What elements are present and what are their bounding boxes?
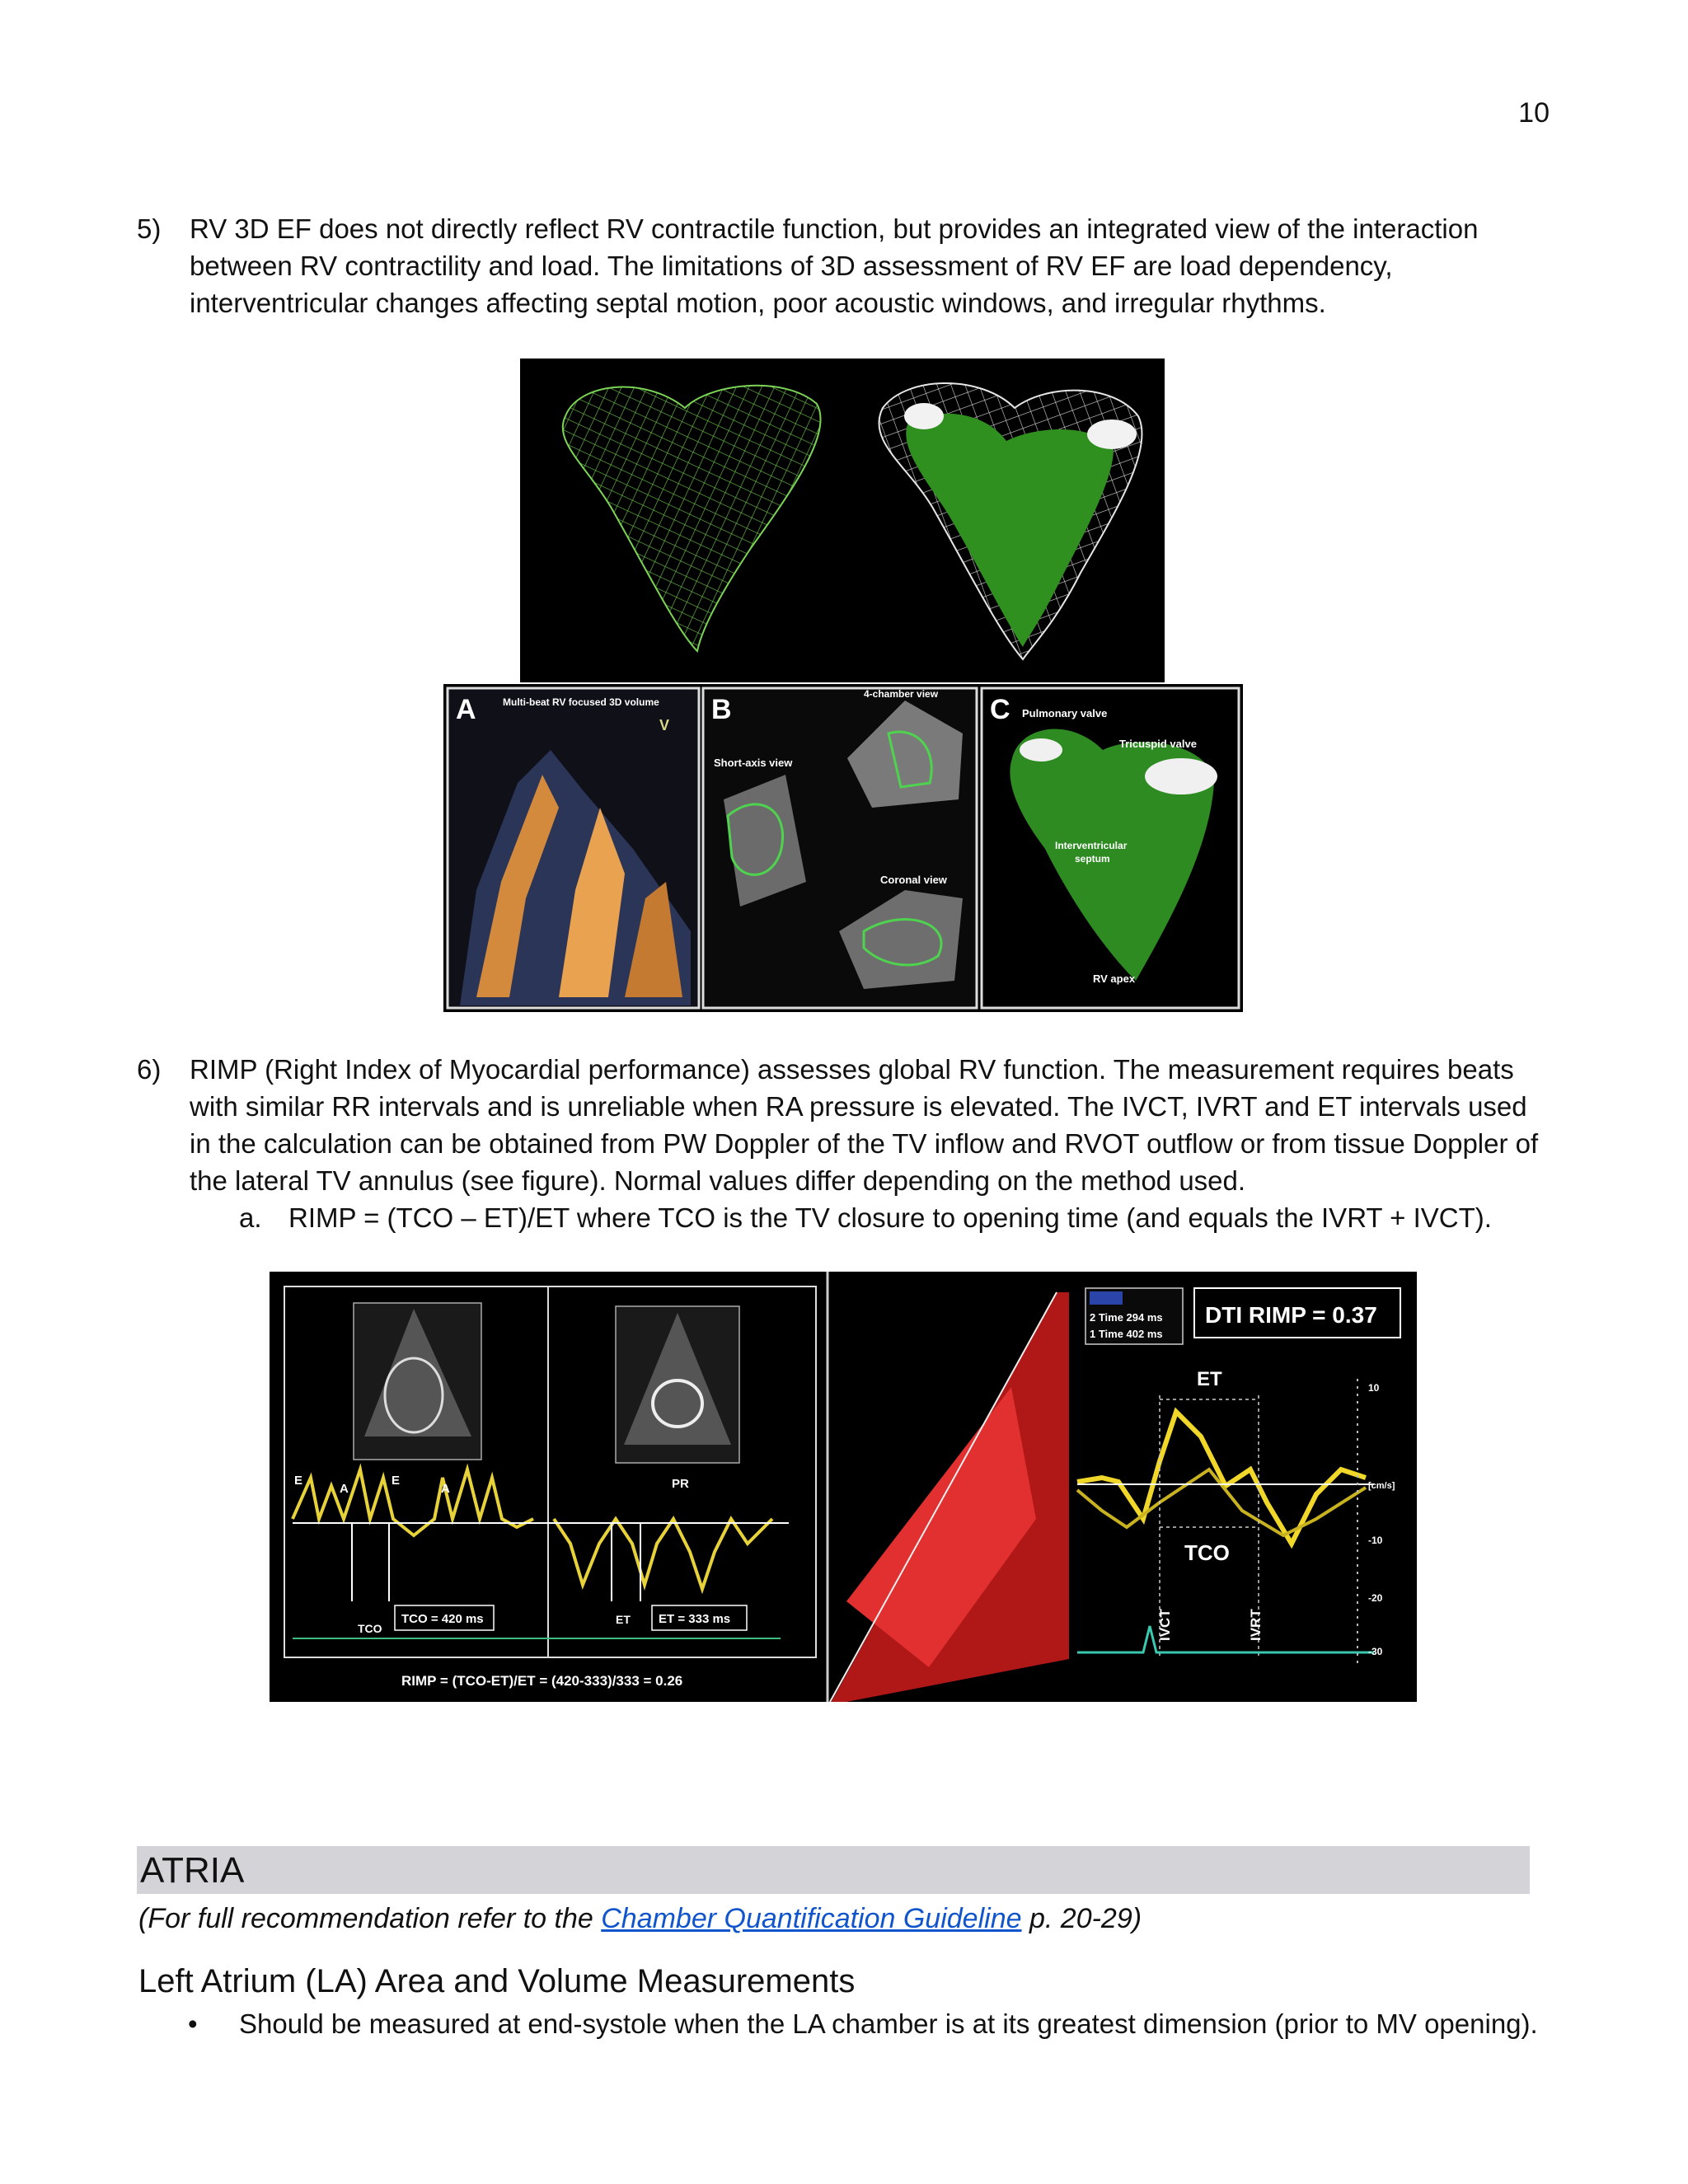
right-tco-label: TCO xyxy=(1184,1540,1230,1565)
right-title: DTI RIMP = 0.37 xyxy=(1205,1302,1377,1328)
section-title: ATRIA xyxy=(140,1850,245,1891)
left-et-box: ET = 333 ms xyxy=(659,1612,731,1626)
right-time1: 1 Time 402 ms xyxy=(1090,1328,1163,1340)
right-scale-m20: -20 xyxy=(1368,1592,1383,1604)
left-tco-box: TCO = 420 ms xyxy=(401,1612,484,1626)
left-pr-label: PR xyxy=(672,1477,689,1491)
right-scale-10: 10 xyxy=(1368,1382,1380,1394)
panel-c-septum-label-1: Interventricular xyxy=(1055,840,1128,851)
list-text: RIMP = (TCO – ET)/ET where TCO is the TV closure to opening time (and equals the IVRT + IVCT). xyxy=(288,1202,1492,1233)
list-number: a. xyxy=(239,1202,262,1233)
panel-c-tricuspid-label: Tricuspid valve xyxy=(1119,738,1197,750)
list-subitem-a xyxy=(239,1199,1550,1236)
panel-a-marker: V xyxy=(659,717,670,733)
bullet-item xyxy=(188,2005,1540,2042)
panel-b-short-axis-label: Short-axis view xyxy=(714,757,793,769)
bullet-text: Should be measured at end-systole when the LA chamber is at its greatest dimension (prior to MV opening). xyxy=(239,2008,1538,2039)
left-e1-label: E xyxy=(294,1474,303,1488)
reference-prefix: (For full recommendation refer to the xyxy=(138,1903,602,1934)
left-formula: RIMP = (TCO-ET)/ET = (420-333)/333 = 0.26 xyxy=(401,1673,683,1689)
panel-c-letter: C xyxy=(990,694,1010,725)
right-scale-m30: -30 xyxy=(1368,1646,1383,1657)
list-text: RV 3D EF does not directly reflect RV contractile function, but provides an integrated view of the interaction between RV contractility and load. The limitations of 3D assessment of RV EF are load dependency, interventricular changes affecting septal motion, poor acoustic windows, and irregular rhythms. xyxy=(190,213,1479,318)
subsection-title: Left Atrium (LA) Area and Volume Measurements xyxy=(138,1963,856,1999)
panel-a-title: Multi-beat RV focused 3D volume xyxy=(503,696,659,708)
list-number: 6) xyxy=(137,1054,162,1085)
page-number: 10 xyxy=(1518,97,1550,129)
panel-b-letter: B xyxy=(711,694,732,725)
panels-drawing xyxy=(443,684,1243,1012)
section-header-atria xyxy=(137,1846,1530,1894)
left-tco-label: TCO xyxy=(358,1622,382,1635)
left-a1-label: A xyxy=(340,1482,349,1496)
reference-suffix: p. 20-29) xyxy=(1021,1903,1142,1934)
reference-line xyxy=(138,1900,1142,1937)
right-scale-m10: -10 xyxy=(1368,1535,1383,1546)
left-et-label: ET xyxy=(616,1613,631,1626)
rv-3d-panels-image xyxy=(443,684,1243,1012)
panel-b-4ch-label: 4-chamber view xyxy=(864,688,939,700)
right-scale-unit: [cm/s] xyxy=(1368,1481,1395,1491)
right-et-label: ET xyxy=(1197,1368,1222,1390)
left-a2-label: A xyxy=(441,1482,450,1496)
list-number: 5) xyxy=(137,213,162,244)
chamber-quantification-link[interactable]: Chamber Quantification Guideline xyxy=(601,1903,1022,1934)
panel-c-pulmonary-label: Pulmonary valve xyxy=(1022,707,1108,719)
bullet-icon: • xyxy=(188,2008,198,2039)
doppler-drawing xyxy=(270,1272,1417,1702)
right-ivct-label: IVCT xyxy=(1157,1609,1173,1641)
panel-a-letter: A xyxy=(456,694,476,725)
rv-3d-wireframe-image xyxy=(520,359,1165,682)
list-text: RIMP (Right Index of Myocardial performance) assesses global RV function. The measurement requires beats with similar RR intervals and is unreliable when RA pressure is elevated. The IVCT, IVRT and ET intervals used in the calculation can be obtained from PW Doppler of the TV inflow and RVOT outflow or from tissue Doppler of the lateral TV annulus (see figure). Normal values differ depending on the method used. xyxy=(190,1054,1539,1196)
panel-b-coronal-label: Coronal view xyxy=(880,874,947,886)
panel-c-septum-label-2: septum xyxy=(1075,853,1110,865)
right-ivrt-label: IVRT xyxy=(1248,1609,1264,1641)
wireframe-drawing xyxy=(520,359,1165,682)
list-item-6 xyxy=(137,1051,1554,1199)
rimp-doppler-image xyxy=(270,1272,1417,1702)
list-item-5 xyxy=(137,210,1554,321)
panel-c-apex-label: RV apex xyxy=(1093,972,1136,985)
left-e2-label: E xyxy=(392,1474,401,1488)
right-time2: 2 Time 294 ms xyxy=(1090,1311,1163,1324)
